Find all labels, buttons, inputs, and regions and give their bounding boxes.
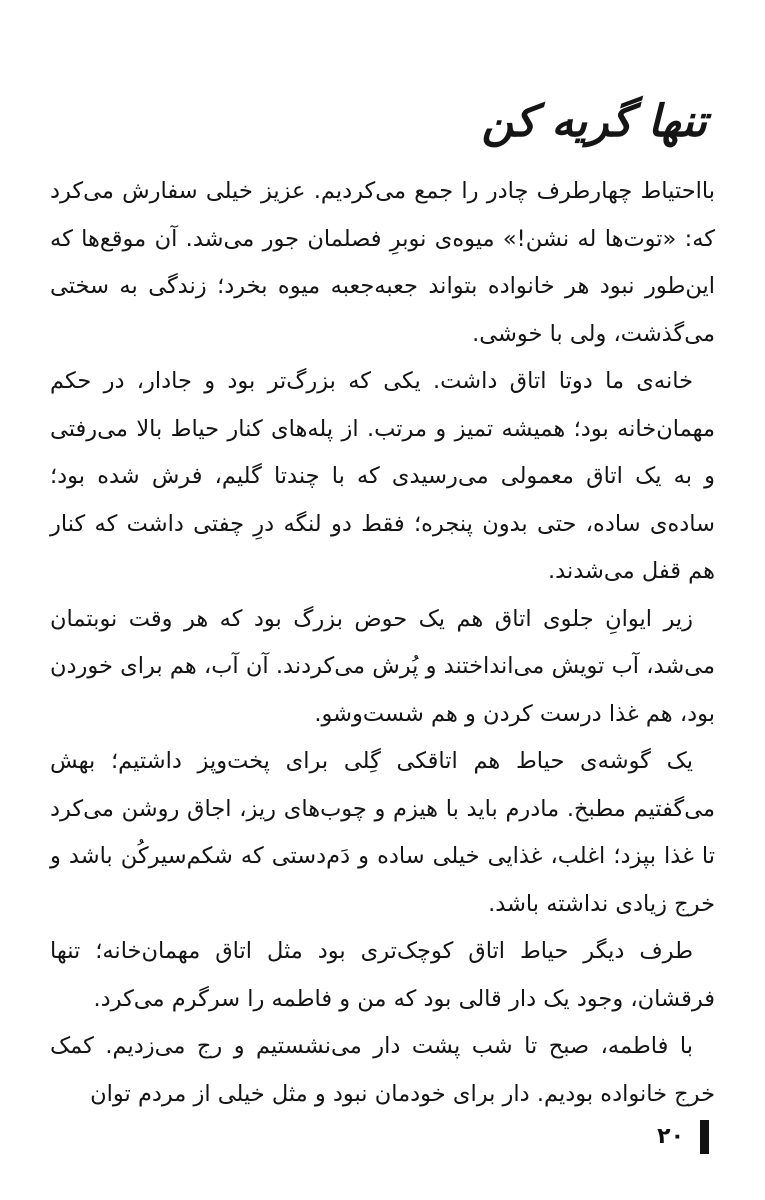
paragraph: یک گوشه‌ی حیاط هم اتاقکی گِلی برای پخت‌وپز داشتیم؛ بهش می‌گفتیم مطبخ. مادرم باید با هیزم و چوب‌های ریز، اجاق روشن می‌کرد تا غذا بپزد؛ اغلب، غذایی خیلی ساده و دَم‌دستی که شکم‌سیرکُن باشد و خرج زیادی نداشته باشد. xyxy=(50,748,715,917)
paragraph: طرف دیگر حیاط اتاق کوچک‌تری بود مثل اتاق مهمان‌خانه؛ تنها فرقشان، وجود یک دار قالی بود که من و فاطمه را سرگرم می‌کرد. xyxy=(50,938,715,1012)
folio xyxy=(657,1120,709,1154)
body-text xyxy=(50,168,715,1118)
paragraph: بااحتیاط چهارطرف چادر را جمع می‌کردیم. عزیز خیلی سفارش می‌کرد که: «توت‌ها له نشن!» میوه‌ی نوبرِ فصلمان جور می‌شد. آن موقع‌ها که این‌طور نبود هر خانواده بتواند جعبه‌جعبه میوه بخرد؛ زندگی به سختی می‌گذشت، ولی با خوشی. xyxy=(50,178,715,347)
running-head-title: تنها گریه کن xyxy=(481,96,707,147)
paragraph: با فاطمه، صبح تا شب پشت دار می‌نشستیم و رج می‌زدیم. کمک خرج خانواده بودیم. دار برای خودمان نبود و مثل خیلی از مردم توان xyxy=(50,1033,715,1107)
paragraph: زیر ایوانِ جلوی اتاق هم یک حوض بزرگ بود که هر وقت نوبتمان می‌شد، آب تویش می‌انداختند و پُرش می‌کردند. آن آب، هم برای خوردن بود، هم غذا درست کردن و هم شست‌وشو. xyxy=(50,605,715,727)
folio-bar-ornament xyxy=(700,1120,709,1154)
paragraph: خانه‌ی ما دوتا اتاق داشت. یکی که بزرگ‌تر بود و جادار، در حکم مهمان‌خانه بود؛ همیشه تمیز و مرتب. از پله‌های کنار حیاط بالا می‌رفتی و به یک اتاق معمولی می‌رسیدی که با چندتا گلیم، فرش شده بود؛ ساده‌ی ساده، حتی بدون پنجره؛ فقط دو لنگه درِ چفتی داشت که کنار هم قفل می‌شدند. xyxy=(50,368,715,584)
page-number: ۲۰ xyxy=(657,1124,684,1149)
